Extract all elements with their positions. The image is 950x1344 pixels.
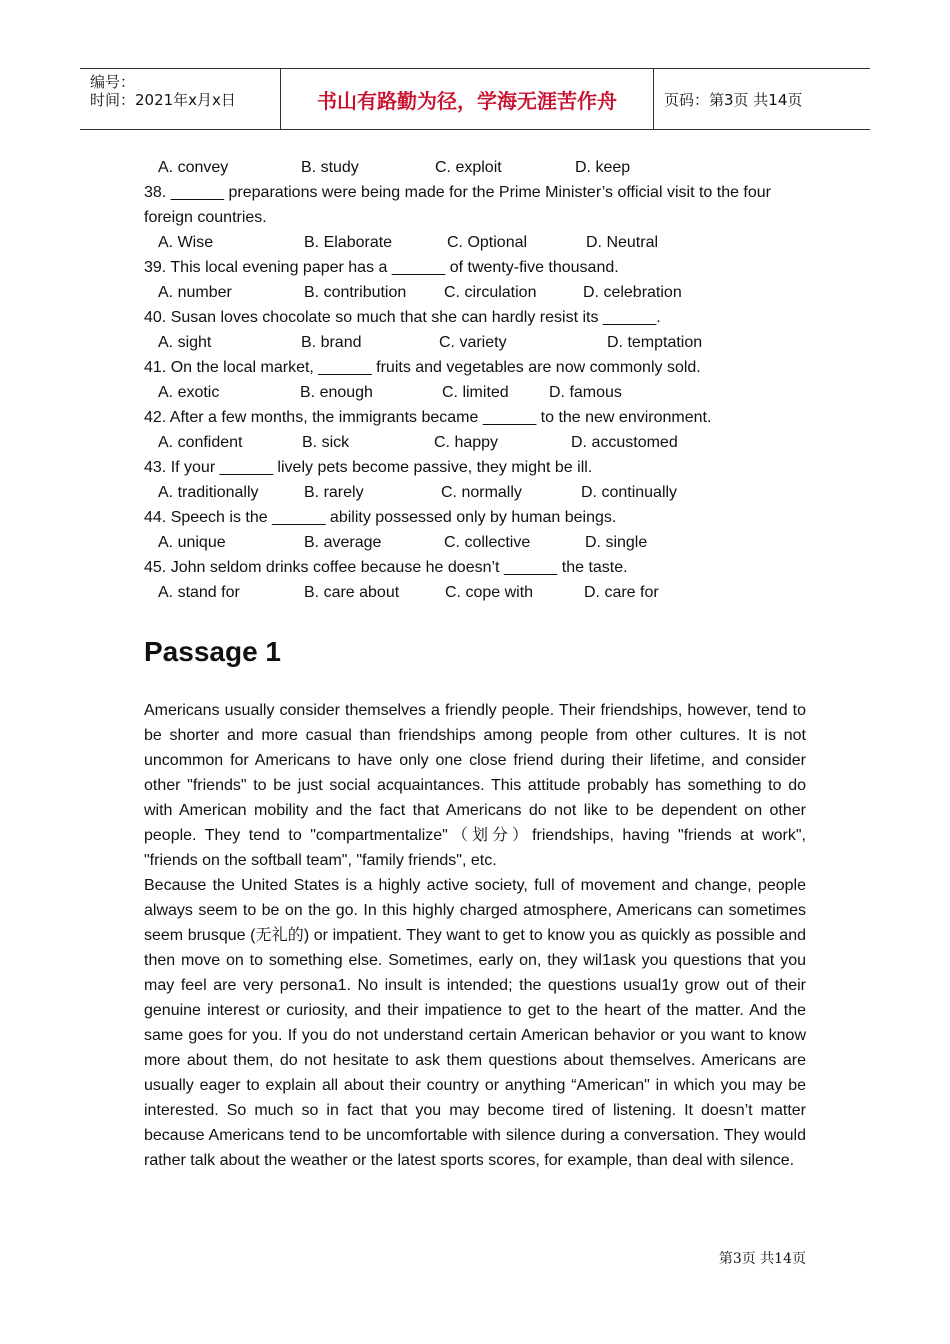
option-c: C. Optional [447, 234, 528, 251]
option-d: D. continually [581, 484, 678, 501]
header-page-info: 页码：第3页 共14页 [664, 90, 803, 109]
option-b: B. care about [304, 584, 400, 601]
option-b: B. Elaborate [304, 234, 393, 251]
option-d: D. celebration [583, 284, 682, 301]
question-options [144, 155, 806, 180]
question-options [144, 230, 806, 255]
option-d: D. temptation [607, 334, 703, 351]
question-options [144, 430, 806, 455]
page-header [80, 68, 870, 130]
option-b: B. study [301, 159, 359, 176]
question-options [144, 580, 806, 605]
question-stem: 38. ______ preparations were being made for the Prime Minister’s official visit to the four [144, 184, 771, 201]
option-b: B. rarely [304, 484, 364, 501]
option-b: B. sick [302, 434, 350, 451]
question-stem: 39. This local evening paper has a ______ of twenty-five thousand. [144, 259, 619, 276]
option-c: C. circulation [444, 284, 537, 301]
question-list [144, 155, 806, 605]
option-c: C. variety [439, 334, 507, 351]
question-options [144, 480, 806, 505]
option-b: B. average [304, 534, 382, 551]
question-stem: 45. John seldom drinks coffee because he doesn’t ______ the taste. [144, 559, 628, 576]
document-date-label: 时间：2021年x月x日 [90, 91, 236, 109]
option-c: C. collective [444, 534, 531, 551]
passage-paragraph: Americans usually consider themselves a friendly people. Their friendships, however, tend to be shorter and more casual than friendships among people from other cultures. It is not uncommon for Americans to have only one close friend during their lifetime, and consider other "friends" to be just social acquaintances. This attitude probably has something to do with American mobility and the fact that Americans do not like to be dependent on other people. They tend to "compartmentalize"（划分）friendships, having "friends at work", "friends on the softball team", "family friends", etc. [144, 702, 806, 869]
header-page-cell [654, 69, 880, 129]
option-c: C. limited [442, 384, 509, 401]
passage-body [144, 698, 806, 1173]
option-d: D. accustomed [571, 434, 678, 451]
option-a: A. exotic [158, 384, 220, 401]
option-a: A. Wise [158, 234, 214, 251]
question-stem: 40. Susan loves chocolate so much that she can hardly resist its ______. [144, 309, 661, 326]
option-d: D. keep [575, 159, 631, 176]
option-d: D. single [585, 534, 648, 551]
question-stem: 41. On the local market, ______ fruits and vegetables are now commonly sold. [144, 359, 701, 376]
option-a: A. sight [158, 334, 212, 351]
option-c: C. happy [434, 434, 499, 451]
option-a: A. unique [158, 534, 226, 551]
option-d: D. famous [549, 384, 622, 401]
page-footer: 第3页 共14页 [718, 1251, 806, 1267]
question-options [144, 380, 806, 405]
header-meta [80, 69, 281, 129]
header-motto-cell [281, 69, 654, 129]
passage-title: Passage 1 [144, 636, 281, 667]
option-c: C. normally [441, 484, 522, 501]
option-c: C. exploit [435, 159, 502, 176]
question-stem: 42. After a few months, the immigrants became ______ to the new environment. [144, 409, 712, 426]
option-a: A. traditionally [158, 484, 259, 501]
question-options [144, 280, 806, 305]
question-options [144, 330, 806, 355]
option-a: A. confident [158, 434, 243, 451]
passage-paragraph: Because the United States is a highly active society, full of movement and change, people always seem to be on the go. In this highly charged atmosphere, Americans can sometimes seem brusque (无礼的) or impatient. They want to get to know you as quickly as possible and then move on to something else. Sometimes, early on, they wil1ask you questions that you may feel are very persona1. No insult is intended; the questions usual1y grow out of their genuine interest or curiosity, and their impatience to get to the heart of the matter. And the same goes for you. If you do not understand certain American behavior or you want to know more about them, do not hesitate to ask them questions about themselves. Americans are usually eager to explain all about their country or anything “American" in which you may be interested. So much so in fact that you may become tired of listening. It doesn’t matter because Americans tend to be uncomfortable with silence during a conversation. They would rather talk about the weather or the latest sports scores, for example, than deal with silence. [144, 877, 806, 1169]
option-a: A. number [158, 284, 232, 301]
option-b: B. enough [300, 384, 373, 401]
question-stem-continued: foreign countries. [144, 209, 267, 226]
option-b: B. contribution [304, 284, 407, 301]
document-number-label: 编号： [90, 73, 136, 91]
option-b: B. brand [301, 334, 362, 351]
question-stem: 43. If your ______ lively pets become passive, they might be ill. [144, 459, 593, 476]
option-a: A. convey [158, 159, 229, 176]
header-motto: 书山有路勤为径，学海无涯苦作舟 [317, 88, 617, 113]
question-options [144, 530, 806, 555]
option-a: A. stand for [158, 584, 240, 601]
option-d: D. Neutral [586, 234, 659, 251]
option-c: C. cope with [445, 584, 534, 601]
question-stem: 44. Speech is the ______ ability possessed only by human beings. [144, 509, 617, 526]
option-d: D. care for [584, 584, 659, 601]
